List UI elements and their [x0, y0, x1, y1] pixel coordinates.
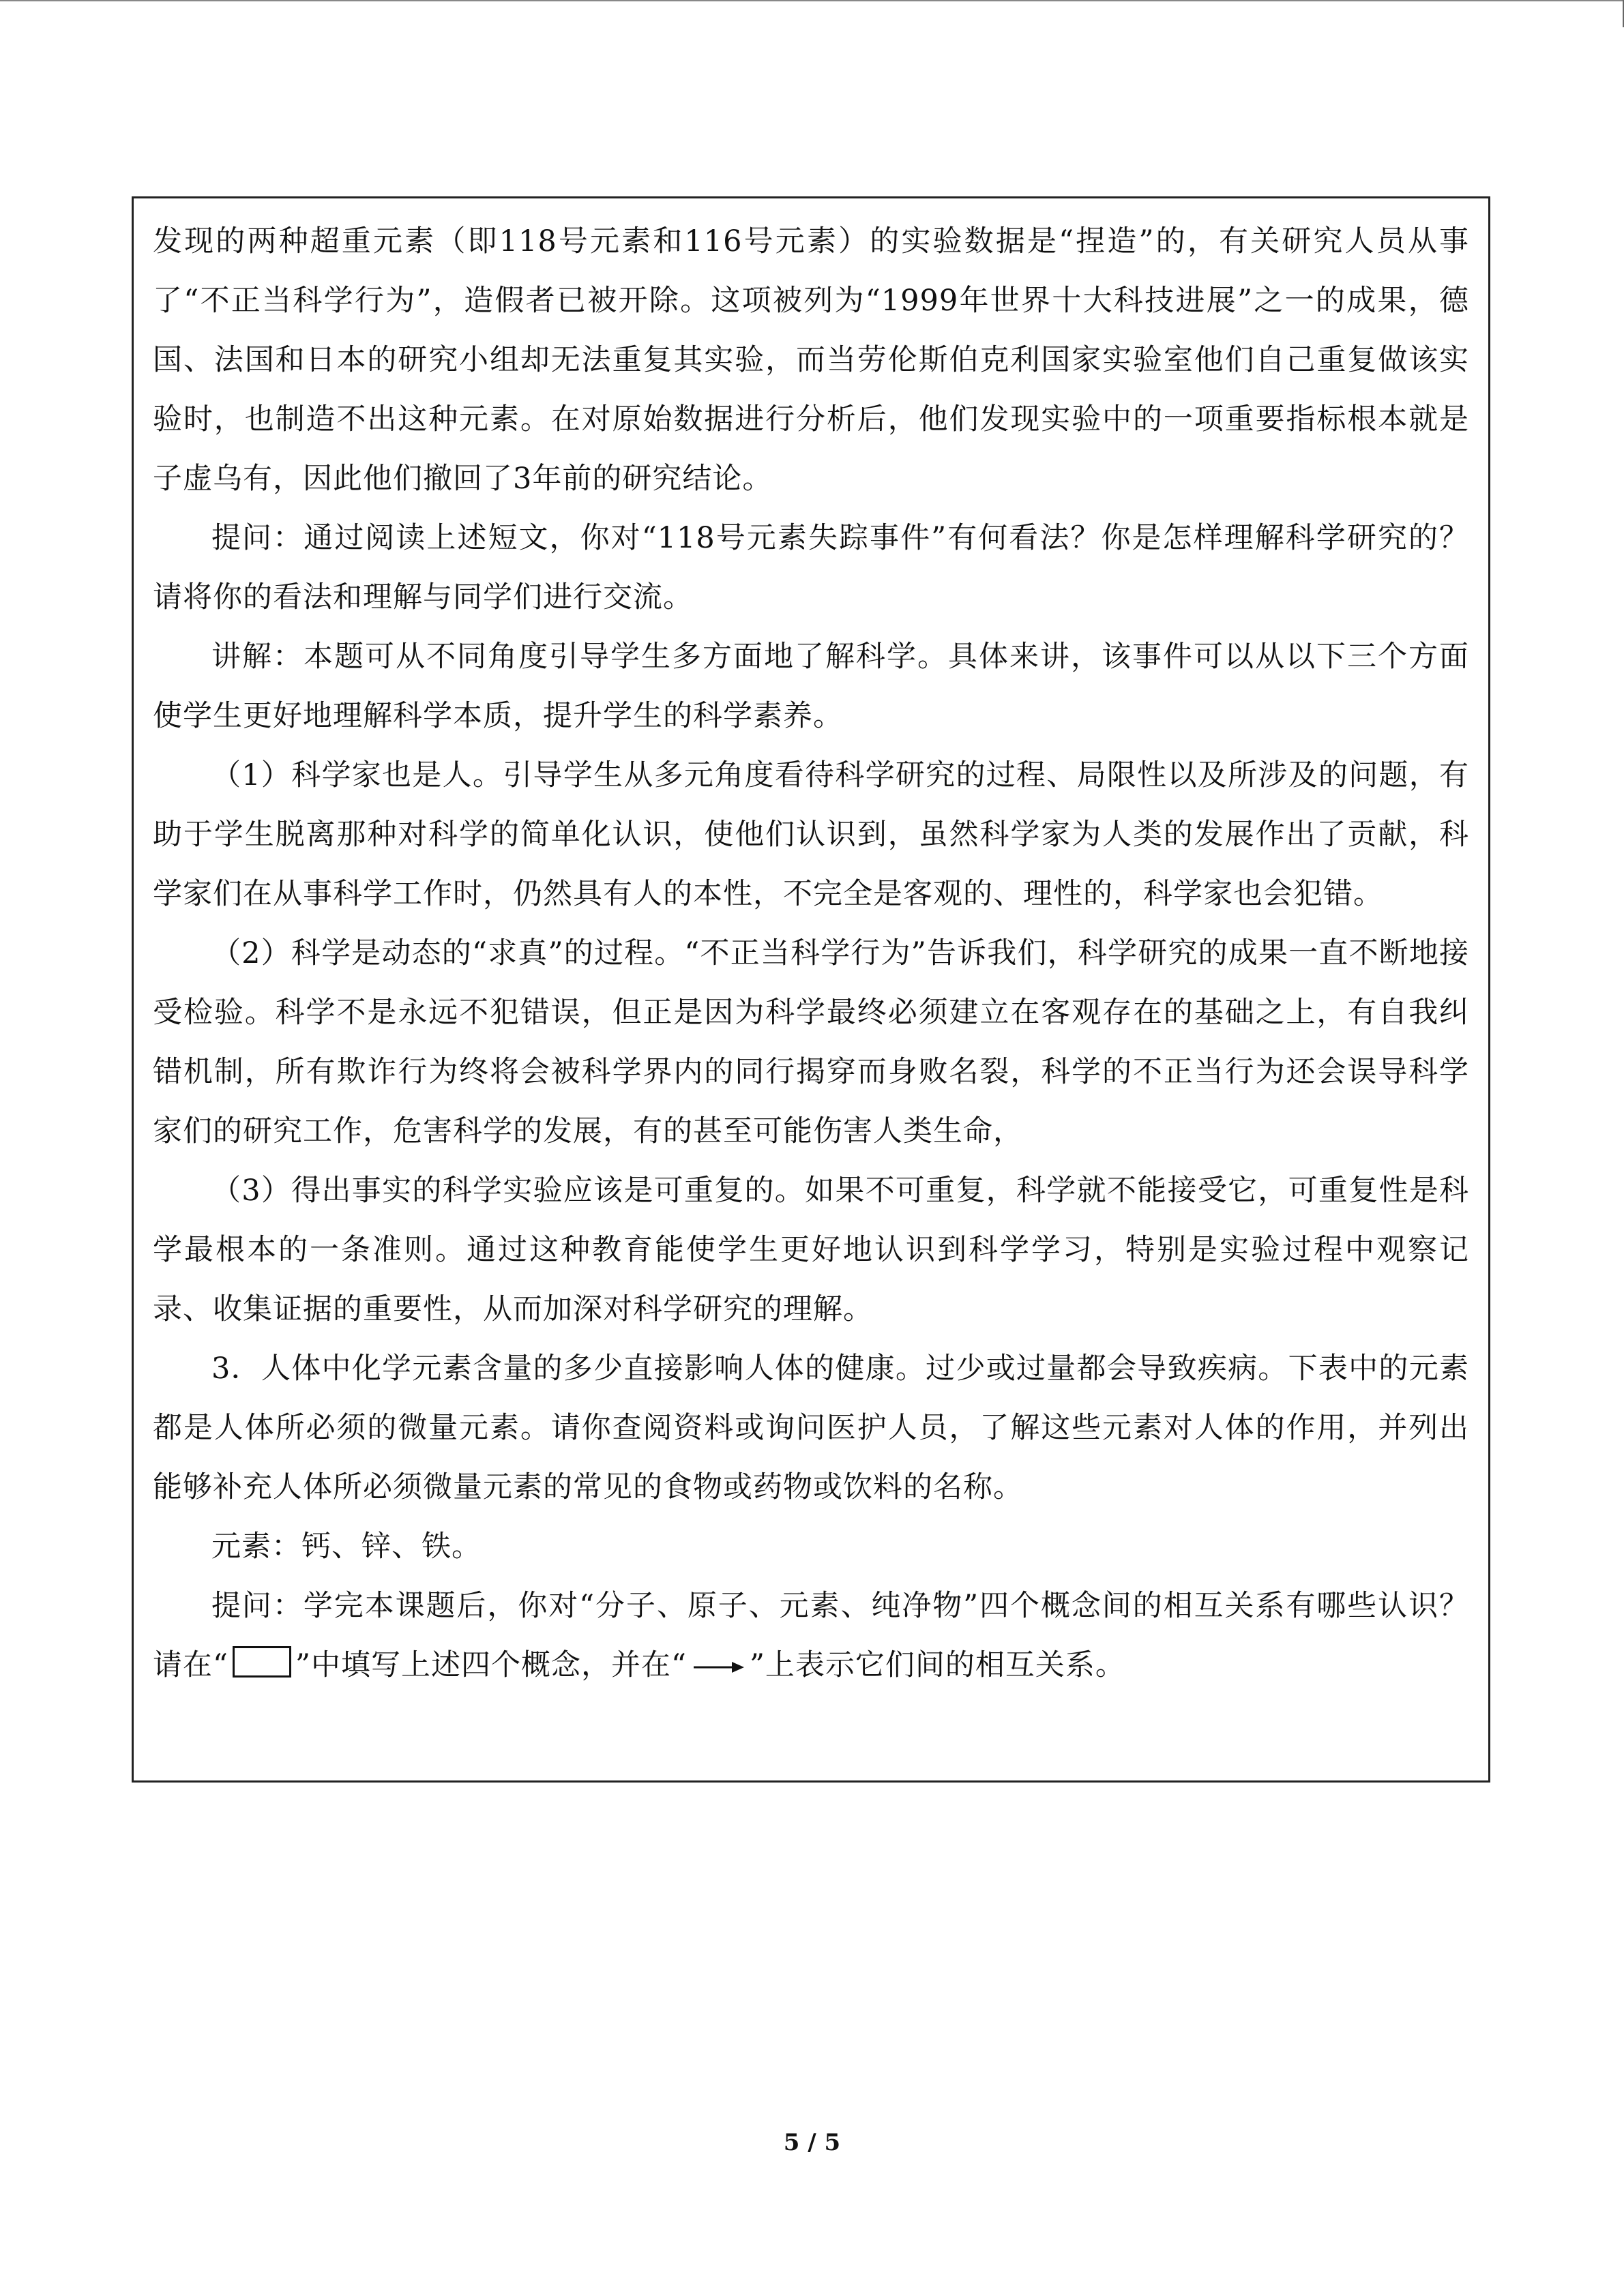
paragraph-explanation: 讲解：本题可从不同角度引导学生多方面地了解科学。具体来讲，该事件可以从以下三个方面使学生更好地理解科学本质，提升学生的科学素养。	[153, 640, 1469, 733]
paragraph-question-1: 提问：通过阅读上述短文，你对“118号元素失踪事件”有何看法？你是怎样理解科学研究的？请将你的看法和理解与同学们进行交流。	[153, 521, 1469, 614]
final-question-part-3: ”上表示它们间的相互关系。	[749, 1648, 1125, 1682]
right-arrow-icon	[691, 1659, 745, 1675]
empty-box-icon	[233, 1646, 291, 1678]
paragraph-point-2: （2）科学是动态的“求真”的过程。“不正当科学行为”告诉我们，科学研究的成果一直不断地接受检验。科学不是永远不犯错误，但正是因为科学最终必须建立在客观存在的基础之上，有自我纠错机制，所有欺诈行为终将会被科学界内的同行揭穿而身败名裂，科学的不正当行为还会误导科学家们的研究工作，危害科学的发展，有的甚至可能伤害人类生命，	[153, 936, 1469, 1148]
paragraph-elements: 元素：钙、锌、铁。	[211, 1530, 482, 1564]
paragraph-point-1: （1）科学家也是人。引导学生从多元角度看待科学研究的过程、局限性以及所涉及的问题，有助于学生脱离那种对科学的简单化认识，使他们认识到，虽然科学家为人类的发展作出了贡献，科学家们在从事科学工作时，仍然具有人的本性，不完全是客观的、理性的，科学家也会犯错。	[153, 758, 1469, 911]
paragraph-point-3: （3）得出事实的科学实验应该是可重复的。如果不可重复，科学就不能接受它，可重复性是科学最根本的一条准则。通过这种教育能使学生更好地认识到科学学习，特别是实验过程中观察记录、收集证据的重要性，从而加深对科学研究的理解。	[153, 1174, 1469, 1326]
paragraph-final-question	[153, 1577, 1469, 1695]
paragraph-intro-text: 发现的两种超重元素（即118号元素和116号元素）的实验数据是“捏造”的，有关研究人员从事了“不正当科学行为”，造假者已被开除。这项被列为“1999年世界十大科技进展”之一的成果，德国、法国和日本的研究小组却无法重复其实验，而当劳伦斯伯克利国家实验室他们自己重复做该实验时，也制造不出这种元素。在对原始数据进行分析后，他们发现实验中的一项重要指标根本就是子虚乌有，因此他们撤回了3年前的研究结论。	[153, 224, 1469, 496]
final-question-part-2: ”中填写上述四个概念，并在“	[295, 1648, 687, 1682]
page-top-edge	[0, 0, 1623, 1]
paragraph-item-3: 3．人体中化学元素含量的多少直接影响人体的健康。过少或过量都会导致疾病。下表中的元素都是人体所必须的微量元素。请你查阅资料或询问医护人员，了解这些元素对人体的作用，并列出能够补充人体所必须微量元素的常见的食物或药物或饮料的名称。	[153, 1352, 1469, 1504]
content-frame	[132, 196, 1490, 1783]
page-number: 5 / 5	[783, 2129, 841, 2156]
final-question-part-1: 提问：学完本课题后，你对“分子、原子、元素、纯净物”四个概念间的相互关系有哪些认识？请在“	[153, 1589, 1469, 1682]
